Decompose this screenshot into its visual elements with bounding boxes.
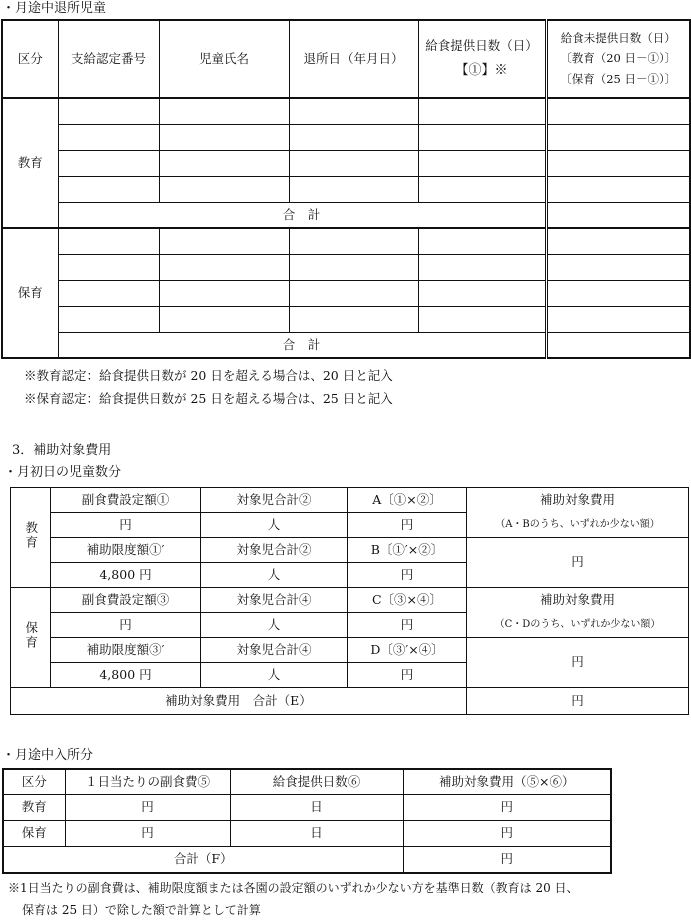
input-b[interactable]: 円 bbox=[348, 563, 467, 588]
note-kyoiku: ※教育認定：給食提供日数が 20 日を超える場合は、20 日と記入 bbox=[24, 368, 393, 383]
label-total-f: 合計（F） bbox=[3, 846, 403, 873]
block-label-hoiku bbox=[11, 588, 51, 688]
cell-child-name[interactable] bbox=[159, 254, 289, 280]
cell-unprovided-days[interactable] bbox=[546, 254, 690, 280]
label-d: D〔③′×④〕 bbox=[348, 638, 467, 663]
input-d[interactable]: 円 bbox=[348, 663, 467, 688]
header-cost: 補助対象費用（⑤×⑥） bbox=[403, 769, 611, 794]
mid-month-leavers-table bbox=[1, 19, 691, 359]
subheading-mid-month-entry: ・月途中入所分 bbox=[2, 748, 94, 763]
cell-cert-no[interactable] bbox=[58, 150, 159, 176]
input-meal-days-hoiku[interactable]: 日 bbox=[230, 820, 403, 846]
header-meal-days-line1: 給食提供日数（日） bbox=[425, 38, 538, 54]
header-meal-days-3: 給食提供日数⑥ bbox=[230, 769, 403, 794]
hoiku-total-label: 合 計 bbox=[58, 332, 546, 358]
row-label-kyoiku: 教育 bbox=[2, 98, 58, 228]
cell-child-name[interactable] bbox=[159, 124, 289, 150]
header-unprovided-line3: 〔保育（25 日－①）〕 bbox=[560, 71, 677, 86]
label-taisho-4b: 対象児合計④ bbox=[201, 638, 348, 663]
header-cert-no: 支給認定番号 bbox=[58, 20, 159, 98]
cell-unprovided-days[interactable] bbox=[546, 280, 690, 306]
input-a[interactable]: 円 bbox=[348, 513, 467, 538]
row-label-kyoiku-3: 教育 bbox=[3, 794, 65, 820]
cell-leave-date[interactable] bbox=[289, 254, 418, 280]
input-taisho-2[interactable]: 人 bbox=[201, 513, 348, 538]
cell-leave-date[interactable] bbox=[289, 150, 418, 176]
block-label-kyoiku-text: 教育 bbox=[23, 521, 39, 551]
cell-cert-no[interactable] bbox=[58, 98, 159, 124]
input-cost-kyoiku[interactable]: 円 bbox=[403, 794, 611, 820]
value-limit-3: 4,800 円 bbox=[51, 663, 201, 688]
cell-meal-days[interactable] bbox=[418, 306, 546, 332]
label-limit-1: 補助限度額①′ bbox=[51, 538, 201, 563]
header-meal-days bbox=[418, 20, 546, 98]
label-limit-3: 補助限度額③′ bbox=[51, 638, 201, 663]
input-per-day-hoiku[interactable]: 円 bbox=[65, 820, 230, 846]
first-day-subsidy-table bbox=[10, 487, 689, 715]
header-unprovided-days bbox=[546, 20, 690, 98]
input-taisho-4b[interactable]: 人 bbox=[201, 663, 348, 688]
cell-unprovided-days[interactable] bbox=[546, 306, 690, 332]
label-taisho-2b: 対象児合計② bbox=[201, 538, 348, 563]
header-child-name: 児童氏名 bbox=[159, 20, 289, 98]
cell-unprovided-days[interactable] bbox=[546, 98, 690, 124]
label-c: C〔③×④〕 bbox=[348, 588, 467, 613]
mid-month-entry-table bbox=[2, 768, 612, 874]
header-kubun: 区分 bbox=[2, 20, 58, 98]
label-fukushoku-1: 副食費設定額① bbox=[51, 488, 201, 513]
input-meal-days-kyoiku[interactable]: 日 bbox=[230, 794, 403, 820]
cell-unprovided-days[interactable] bbox=[546, 124, 690, 150]
row-label-hoiku-3: 保育 bbox=[3, 820, 65, 846]
cell-leave-date[interactable] bbox=[289, 98, 418, 124]
cell-meal-days[interactable] bbox=[418, 254, 546, 280]
block-label-kyoiku bbox=[11, 488, 51, 588]
input-total-f[interactable]: 円 bbox=[403, 846, 611, 873]
cell-leave-date[interactable] bbox=[289, 228, 418, 254]
cell-cert-no[interactable] bbox=[58, 280, 159, 306]
cell-unprovided-days[interactable] bbox=[546, 228, 690, 254]
header-meal-days-line2: 【①】※ bbox=[455, 62, 508, 78]
cell-leave-date[interactable] bbox=[289, 306, 418, 332]
cell-cert-no[interactable] bbox=[58, 176, 159, 202]
input-c[interactable]: 円 bbox=[348, 613, 467, 638]
cell-cert-no[interactable] bbox=[58, 254, 159, 280]
input-hojo-hiyo-cd[interactable]: 円 bbox=[467, 638, 689, 688]
value-limit-1: 4,800 円 bbox=[51, 563, 201, 588]
cell-meal-days[interactable] bbox=[418, 280, 546, 306]
header-per-day: １日当たりの副食費⑤ bbox=[65, 769, 230, 794]
label-b: B〔①′×②〕 bbox=[348, 538, 467, 563]
note-cd: （C・Dのうち、いずれか少ない額） bbox=[467, 613, 689, 638]
section-heading-subsidy: 3．補助対象費用 bbox=[12, 443, 112, 458]
cell-cert-no[interactable] bbox=[58, 306, 159, 332]
label-total-e: 補助対象費用 合計（E） bbox=[11, 688, 467, 715]
footnote-line1: ※1日当たりの副食費は、補助限度額または各園の設定額のいずれか少ない方を基準日数（教育は 20 日、 bbox=[8, 881, 579, 895]
kyoiku-total-label: 合 計 bbox=[58, 202, 546, 228]
cell-child-name[interactable] bbox=[159, 98, 289, 124]
input-per-day-kyoiku[interactable]: 円 bbox=[65, 794, 230, 820]
label-hojo-hiyo-cd: 補助対象費用 bbox=[467, 588, 689, 613]
cell-meal-days[interactable] bbox=[418, 98, 546, 124]
footnote-line2: 保育は 25 日）で除した額で計算として計算 bbox=[22, 903, 261, 917]
note-ab: （A・Bのうち、いずれか少ない額） bbox=[467, 513, 689, 538]
note-hoiku: ※保育認定：給食提供日数が 25 日を超える場合は、25 日と記入 bbox=[24, 391, 393, 406]
cell-child-name[interactable] bbox=[159, 306, 289, 332]
label-a: A〔①×②〕 bbox=[348, 488, 467, 513]
input-taisho-4[interactable]: 人 bbox=[201, 613, 348, 638]
cell-meal-days[interactable] bbox=[418, 150, 546, 176]
hoiku-total-unprovided[interactable] bbox=[546, 332, 690, 358]
header-kubun-3: 区分 bbox=[3, 769, 65, 794]
cell-child-name[interactable] bbox=[159, 280, 289, 306]
header-leave-date: 退所日（年月日） bbox=[289, 20, 418, 98]
cell-child-name[interactable] bbox=[159, 228, 289, 254]
label-hojo-hiyo-ab: 補助対象費用 bbox=[467, 488, 689, 513]
cell-leave-date[interactable] bbox=[289, 176, 418, 202]
cell-leave-date[interactable] bbox=[289, 124, 418, 150]
section-heading-mid-month-leavers: ・月途中退所児童 bbox=[2, 1, 107, 16]
subheading-first-day: ・月初日の児童数分 bbox=[4, 465, 122, 480]
row-label-hoiku: 保育 bbox=[2, 228, 58, 358]
cell-child-name[interactable] bbox=[159, 150, 289, 176]
cell-cert-no[interactable] bbox=[58, 228, 159, 254]
input-fukushoku-3[interactable]: 円 bbox=[51, 613, 201, 638]
cell-meal-days[interactable] bbox=[418, 228, 546, 254]
label-taisho-4: 対象児合計④ bbox=[201, 588, 348, 613]
label-taisho-2: 対象児合計② bbox=[201, 488, 348, 513]
cell-unprovided-days[interactable] bbox=[546, 150, 690, 176]
input-hojo-hiyo-ab[interactable]: 円 bbox=[467, 538, 689, 588]
input-fukushoku-1[interactable]: 円 bbox=[51, 513, 201, 538]
cell-leave-date[interactable] bbox=[289, 280, 418, 306]
label-fukushoku-3: 副食費設定額③ bbox=[51, 588, 201, 613]
input-cost-hoiku[interactable]: 円 bbox=[403, 820, 611, 846]
input-taisho-2b[interactable]: 人 bbox=[201, 563, 348, 588]
block-label-hoiku-text: 保育 bbox=[23, 621, 39, 651]
header-unprovided-line1: 給食未提供日数（日） bbox=[560, 31, 676, 46]
cell-meal-days[interactable] bbox=[418, 176, 546, 202]
cell-unprovided-days[interactable] bbox=[546, 176, 690, 202]
kyoiku-total-unprovided[interactable] bbox=[546, 202, 690, 228]
cell-meal-days[interactable] bbox=[418, 124, 546, 150]
header-unprovided-line2: 〔教育（20 日－①）〕 bbox=[560, 51, 677, 66]
cell-child-name[interactable] bbox=[159, 176, 289, 202]
cell-cert-no[interactable] bbox=[58, 124, 159, 150]
input-total-e[interactable]: 円 bbox=[467, 688, 689, 715]
